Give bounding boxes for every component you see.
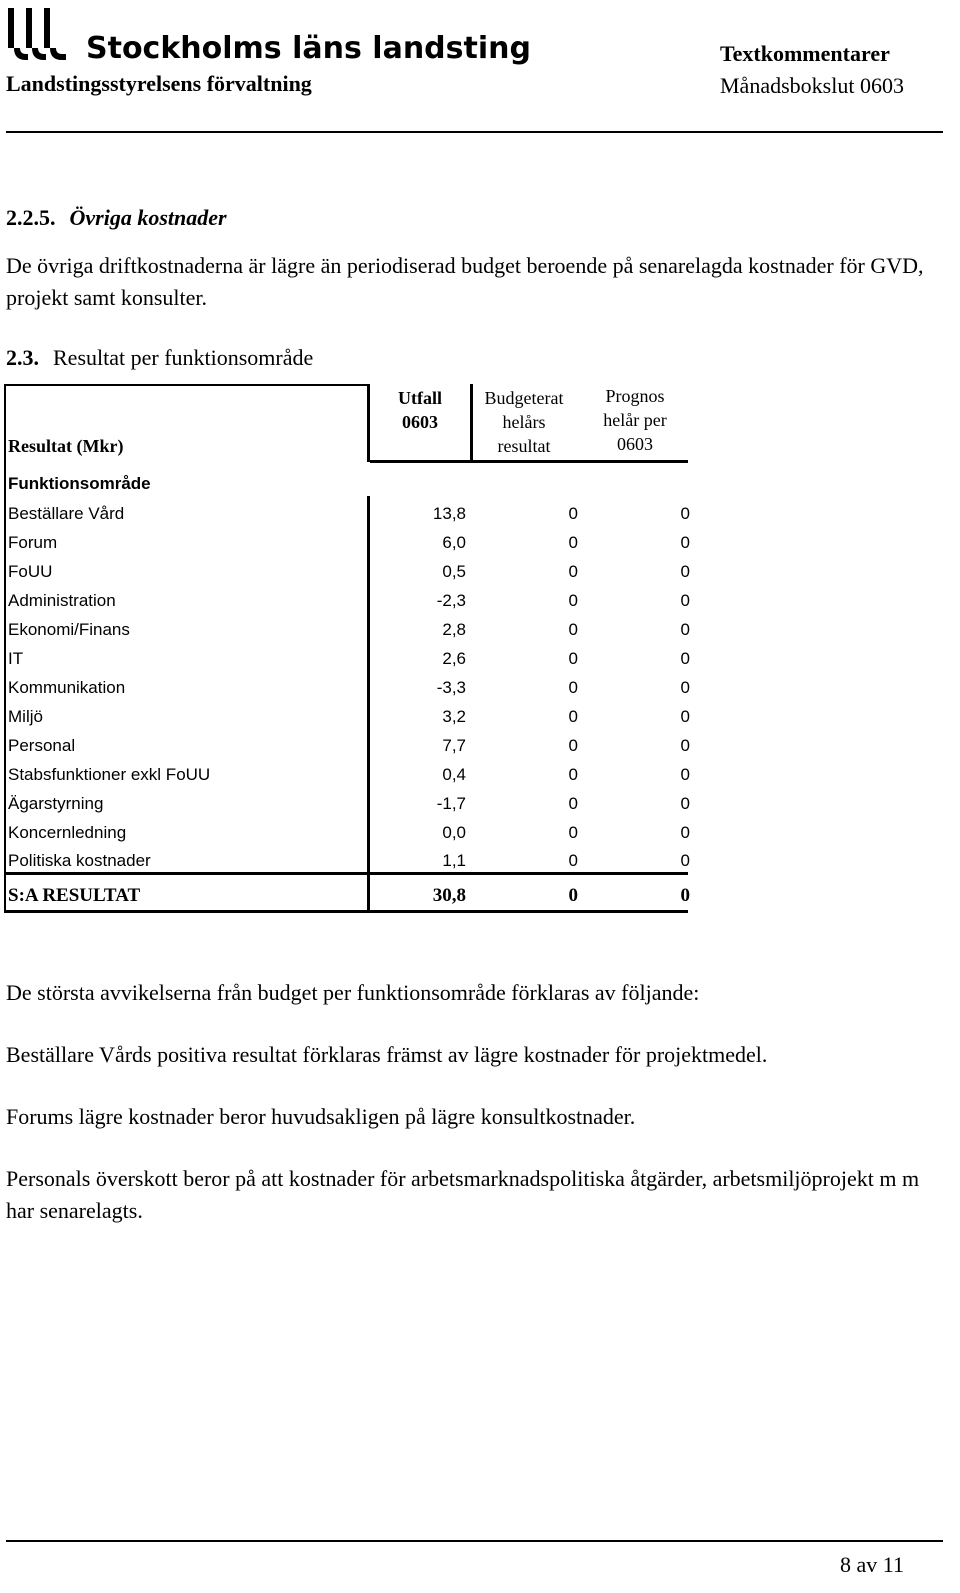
row-prognos: 0 <box>680 823 690 842</box>
table-total-row <box>4 881 698 910</box>
table-row <box>4 645 698 674</box>
row-prognos: 0 <box>680 533 690 552</box>
table-row <box>4 761 698 790</box>
total-prognos: 0 <box>680 885 690 906</box>
table-row <box>4 616 698 645</box>
row-prognos: 0 <box>680 562 690 581</box>
table-row <box>4 500 698 529</box>
row-label: Ekonomi/Finans <box>8 620 130 639</box>
row-utfall: 1,1 <box>442 851 466 870</box>
row-utfall: 3,2 <box>442 707 466 726</box>
row-budget: 0 <box>568 707 578 726</box>
document-type: Textkommentarer <box>720 41 890 66</box>
col-header-utfall <box>370 386 470 434</box>
row-budget: 0 <box>568 533 578 552</box>
row-utfall: 2,6 <box>442 649 466 668</box>
row-budget: 0 <box>568 562 578 581</box>
table-row <box>4 587 698 616</box>
organization-name: Landstingsstyrelsens förvaltning <box>6 71 312 96</box>
row-label: Forum <box>8 533 58 552</box>
col-header-line: Prognos <box>605 386 665 406</box>
section-title: Resultat per funktionsområde <box>53 345 314 370</box>
table-row <box>4 558 698 587</box>
table-row <box>4 790 698 819</box>
row-utfall: -1,7 <box>436 794 466 813</box>
row-prognos: 0 <box>680 736 690 755</box>
row-label: Politiska kostnader <box>8 851 151 870</box>
section-title: Övriga kostnader <box>69 205 227 230</box>
row-utfall: 0,5 <box>442 562 466 581</box>
explanation-paragraph: Personals överskott beror på att kostnader för arbetsmarknadspolitiska åtgärder, arbetsmiljöprojekt m m har senarelagts. <box>6 1166 920 1223</box>
explanation-paragraph: Forums lägre kostnader beror huvudsakligen på lägre konsultkostnader. <box>6 1104 636 1129</box>
row-prognos: 0 <box>680 794 690 813</box>
row-budget: 0 <box>568 678 578 697</box>
row-label: Koncernledning <box>8 823 127 842</box>
table-row <box>4 674 698 703</box>
col-header-line: helår per <box>603 410 667 430</box>
row-label: Miljö <box>8 707 43 726</box>
sll-logo <box>6 6 531 66</box>
row-prognos: 0 <box>680 707 690 726</box>
row-budget: 0 <box>568 620 578 639</box>
col-header-line: 0603 <box>617 434 653 454</box>
row-prognos: 0 <box>680 591 690 610</box>
row-label: Personal <box>8 736 76 755</box>
row-label: Administration <box>8 591 116 610</box>
table-border-top <box>4 384 370 386</box>
section-body-225: De övriga driftkostnaderna är lägre än periodiserad budget beroende på senarelagda kostnader för GVD, projekt samt konsulter. <box>6 253 924 310</box>
row-label: IT <box>8 649 24 668</box>
col-header-line: Utfall <box>398 388 442 408</box>
row-utfall: 7,7 <box>442 736 466 755</box>
row-utfall: 13,8 <box>432 504 466 523</box>
row-budget: 0 <box>568 823 578 842</box>
row-prognos: 0 <box>680 851 690 870</box>
section-heading-23 <box>6 345 313 371</box>
row-budget: 0 <box>568 649 578 668</box>
row-prognos: 0 <box>680 620 690 639</box>
row-budget: 0 <box>568 794 578 813</box>
section-number: 2.3. <box>6 345 39 370</box>
table-row <box>4 732 698 761</box>
row-label: Kommunikation <box>8 678 126 697</box>
row-label: Ägarstyrning <box>8 794 104 813</box>
total-label: S:A RESULTAT <box>8 885 141 906</box>
row-budget: 0 <box>568 851 578 870</box>
row-budget: 0 <box>568 736 578 755</box>
explanation-intro: De största avvikelserna från budget per funktionsområde förklaras av följande: <box>6 980 700 1005</box>
footer-divider <box>6 1540 943 1542</box>
row-prognos: 0 <box>680 504 690 523</box>
table-row <box>4 529 698 558</box>
row-utfall: -2,3 <box>436 591 466 610</box>
table-header-rule <box>370 460 688 463</box>
row-label: FoUU <box>8 562 53 581</box>
row-label: Beställare Vård <box>8 504 125 523</box>
col-header-line: 0603 <box>402 412 438 432</box>
table-row <box>4 703 698 732</box>
col-header-line: Budgeterat <box>484 388 564 408</box>
page-number: 8 av 11 <box>840 1552 904 1577</box>
row-label: Stabsfunktioner exkl FoUU <box>8 765 211 784</box>
section-number: 2.2.5. <box>6 205 56 230</box>
row-budget: 0 <box>568 591 578 610</box>
document-period: Månadsbokslut 0603 <box>720 73 904 98</box>
col-header-line: resultat <box>497 436 551 456</box>
row-utfall: 2,8 <box>442 620 466 639</box>
col-header-budget <box>472 386 576 458</box>
row-prognos: 0 <box>680 649 690 668</box>
result-table <box>4 384 698 930</box>
header-divider <box>6 131 943 133</box>
explanation-paragraph: Beställare Vårds positiva resultat förklaras främst av lägre kostnader för projektmedel. <box>6 1042 768 1067</box>
row-prognos: 0 <box>680 765 690 784</box>
row-utfall: 0,4 <box>442 765 466 784</box>
section-heading-225 <box>6 205 227 231</box>
row-prognos: 0 <box>680 678 690 697</box>
table-bottom-rule <box>4 910 688 913</box>
row-utfall: 0,0 <box>442 823 466 842</box>
col-header-prognos <box>580 384 690 456</box>
total-utfall: 30,8 <box>432 885 466 906</box>
sll-logo-wordmark: Stockholms läns landsting <box>86 31 531 66</box>
table-corner-label: Resultat (Mkr) <box>8 436 124 456</box>
row-utfall: 6,0 <box>442 533 466 552</box>
total-budget: 0 <box>568 885 578 906</box>
col-header-line: helårs <box>502 412 546 432</box>
row-budget: 0 <box>568 765 578 784</box>
row-utfall: -3,3 <box>436 678 466 697</box>
table-group-label: Funktionsområde <box>8 474 151 493</box>
table-row <box>4 819 698 848</box>
row-budget: 0 <box>568 504 578 523</box>
table-row <box>4 847 698 876</box>
